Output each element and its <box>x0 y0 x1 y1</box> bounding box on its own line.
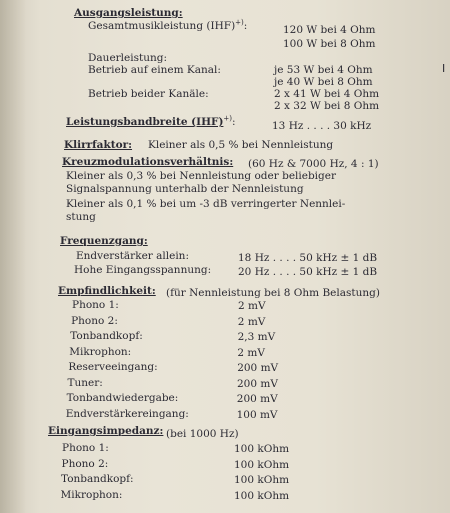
value-gesamt-8ohm: 100 W bei 8 Ohm <box>283 38 376 50</box>
kreuz-condition: (60 Hz & 7000 Hz, 4 : 1) <box>248 158 379 170</box>
heading-empfindlichkeit: Empfindlichkeit: <box>58 285 156 297</box>
edge-mark: I <box>442 62 446 75</box>
sensitivity-row-value: 2 mV <box>238 300 266 312</box>
impedance-row-value: 100 kOhm <box>234 489 290 502</box>
sensitivity-row-value: 200 mV <box>237 377 278 390</box>
sensitivity-row-value: 100 mV <box>236 408 278 421</box>
empfindlichkeit-condition: (für Nennleistung bei 8 Ohm Belastung) <box>166 287 380 299</box>
sensitivity-row-value: 200 mV <box>237 362 279 374</box>
kreuz-line-1: Kleiner als 0,3 % bei Nennleistung oder beliebiger <box>66 170 336 182</box>
heading-eingangsimpedanz: Eingangsimpedanz: <box>48 425 164 437</box>
label-endverstaerker-allein: Endverstärker allein: <box>76 250 189 262</box>
impedanz-condition: (bei 1000 Hz) <box>166 428 239 440</box>
heading-ausgangsleistung: Ausgangsleistung: <box>74 7 183 19</box>
sensitivity-row-label: Phono 1: <box>72 299 119 311</box>
value-leistungsbandbreite: 13 Hz . . . . 30 kHz <box>272 120 372 132</box>
impedance-row-label: Tonbandkopf: <box>61 473 134 485</box>
impedance-row-value: 100 kOhm <box>234 443 290 455</box>
value-kanal2-8ohm: 2 x 32 W bei 8 Ohm <box>274 100 380 112</box>
heading-frequenzgang: Frequenzgang: <box>60 235 148 247</box>
sensitivity-row-value: 200 mV <box>236 393 278 405</box>
kreuz-line-2: Signalspannung unterhalb der Nennleistung <box>66 183 304 195</box>
kreuz-line-4: stung <box>66 211 96 223</box>
impedance-row-value: 100 kOhm <box>234 474 290 486</box>
heading-kreuzmodulation: Kreuzmodulationsverhältnis: <box>62 156 234 168</box>
label-betrieb-beider-kanaele: Betrieb beider Kanäle: <box>88 88 209 100</box>
label-hohe-eingangsspannung: Hohe Eingangsspannung: <box>74 264 212 276</box>
heading-leistungsbandbreite: Leistungsbandbreite (IHF)+): <box>66 114 236 128</box>
value-endverstaerker-allein: 18 Hz . . . . 50 kHz ± 1 dB <box>238 252 378 264</box>
impedance-row-label: Phono 2: <box>61 457 109 470</box>
value-kanal2-4ohm: 2 x 41 W bei 4 Ohm <box>274 88 380 100</box>
label-dauerleistung: Dauerleistung: <box>88 52 167 64</box>
sensitivity-row-value: 2 mV <box>237 346 265 359</box>
sensitivity-row-label: Mikrophon: <box>69 345 132 358</box>
binding-shadow <box>0 0 26 513</box>
sensitivity-row-label: Tonbandwiedergabe: <box>66 392 179 404</box>
impedance-row-label: Phono 1: <box>62 442 109 454</box>
heading-klirrfaktor: Klirrfaktor: <box>64 139 133 151</box>
value-gesamt-4ohm: 120 W bei 4 Ohm <box>283 24 376 36</box>
kreuz-line-3: Kleiner als 0,1 % bei um -3 dB verringerter Nennlei- <box>66 198 346 210</box>
sensitivity-row-label: Endverstärkereingang: <box>65 407 189 420</box>
sensitivity-row-label: Reserveeingang: <box>68 361 158 373</box>
sensitivity-row-value: 2,3 mV <box>237 331 276 343</box>
sensitivity-row-label: Tuner: <box>67 376 103 389</box>
sensitivity-row-value: 2 mV <box>237 315 266 328</box>
value-kanal1-4ohm: je 53 W bei 4 Ohm <box>274 64 373 76</box>
value-kanal1-8ohm: je 40 W bei 8 Ohm <box>274 76 373 88</box>
label-gesamtmusikleistung: Gesamtmusikleistung (IHF)+): <box>88 18 248 32</box>
value-klirrfaktor: Kleiner als 0,5 % bei Nennleistung <box>148 139 334 151</box>
impedance-row-value: 100 kOhm <box>234 458 290 471</box>
label-betrieb-einem-kanal: Betrieb auf einem Kanal: <box>88 64 221 76</box>
value-hohe-eingangsspannung: 20 Hz . . . . 50 kHz ± 1 dB <box>238 266 378 278</box>
sensitivity-row-label: Phono 2: <box>71 314 118 327</box>
impedance-row-label: Mikrophon: <box>60 488 123 501</box>
sensitivity-row-label: Tonbandkopf: <box>70 330 143 342</box>
